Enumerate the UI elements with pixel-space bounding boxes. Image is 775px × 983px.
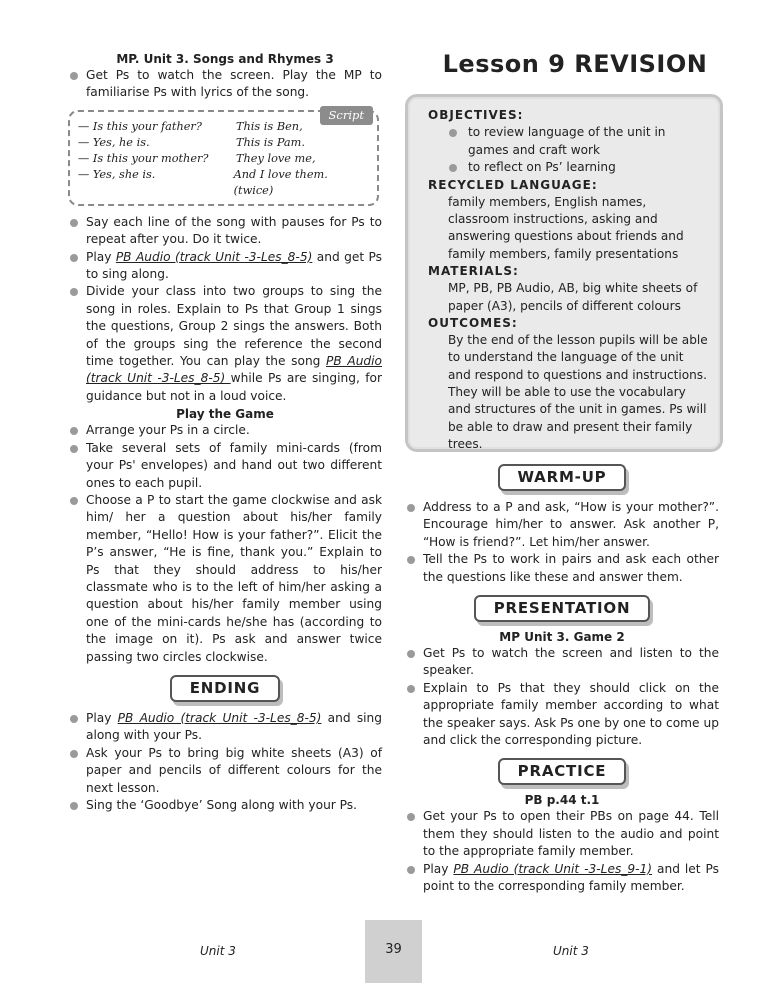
practice-heading: PRACTICE bbox=[405, 758, 719, 785]
materials-text: MP, PB, PB Audio, AB, big white sheets of paper (A3), pencils of different colours bbox=[448, 281, 698, 313]
list-item: Choose a P to start the game clockwise and ask him/ her a question about his/her family member, “Hello! How is your father?”. Elicit the P’s answer, “He is fine, thank you.” Explain to Ps that they should address to his/her classmate who is to the left of him/her asking a question about his/her family member using one of the mini-cards he/she has (according to the image on it). Ps ask and answer twice passing two circles clockwise. bbox=[68, 492, 382, 666]
ending-heading: ENDING bbox=[68, 675, 382, 702]
script-line: — Yes, he is. bbox=[78, 135, 150, 149]
right-column bbox=[405, 462, 719, 896]
presentation-steps bbox=[405, 645, 719, 749]
left-column bbox=[68, 50, 382, 814]
list-item: Get Ps to watch the screen and listen to the speaker. bbox=[405, 645, 719, 680]
audio-link[interactable]: PB Audio (track Unit -3-Les_9-1) bbox=[453, 861, 653, 876]
list-item: Sing the ‘Goodbye’ Song along with your Ps. bbox=[68, 797, 382, 814]
list-item: Explain to Ps that they should click on the appropriate family member according to what the speaker says. Ask Ps one by one to come up and click the corresponding picture. bbox=[405, 680, 719, 750]
objectives-box bbox=[405, 94, 723, 452]
game-steps bbox=[68, 422, 382, 666]
song-steps bbox=[68, 214, 382, 405]
game-heading: Play the Game bbox=[176, 407, 274, 422]
footer-unit-right: Unit 3 bbox=[553, 944, 589, 958]
script-line: This is Pam. bbox=[236, 135, 305, 149]
warmup-heading: WARM-UP bbox=[405, 464, 719, 491]
practice-sub: PB p.44 t.1 bbox=[524, 793, 600, 808]
outcomes-heading: OUTCOMES: bbox=[428, 315, 518, 330]
script-line: — Is this your father? bbox=[78, 119, 202, 133]
recycled-heading: RECYCLED LANGUAGE: bbox=[428, 177, 598, 192]
objectives-list bbox=[428, 124, 708, 176]
list-item: Play PB Audio (track Unit -3-Les_8-5) and sing along with your Ps. bbox=[68, 710, 382, 745]
song-heading: MP. Unit 3. Songs and Rhymes 3 bbox=[116, 52, 334, 66]
script-line: — Yes, she is. bbox=[78, 167, 156, 181]
list-item: Play PB Audio (track Unit -3-Les_9-1) and let Ps point to the corresponding family member. bbox=[405, 861, 719, 896]
list-item: Get your Ps to open their PBs on page 44. Tell them they should listen to the audio and point to the appropriate family member. bbox=[405, 808, 719, 860]
recycled-text: family members, English names, classroom instructions, asking and answering questions about friends and family members, family presentations bbox=[448, 194, 684, 261]
materials-heading: MATERIALS: bbox=[428, 264, 519, 278]
script-line: They love me, bbox=[236, 151, 316, 165]
warmup-steps bbox=[405, 499, 719, 586]
lesson-title: Lesson 9 REVISION bbox=[442, 50, 708, 78]
audio-link[interactable]: PB Audio (track Unit -3-Les_8-5) bbox=[117, 710, 322, 725]
outcomes-text: By the end of the lesson pupils will be able to understand the language of the unit and respond to questions and instructions. They will be able to use the vocabulary and structures of the unit in games. Ps will be able to draw and present their family trees. bbox=[448, 333, 708, 451]
page-footer bbox=[0, 920, 775, 983]
presentation-heading: PRESENTATION bbox=[405, 595, 719, 622]
list-item: Say each line of the song with pauses for Ps to repeat after you. Do it twice. bbox=[68, 214, 382, 249]
presentation-sub: MP Unit 3. Game 2 bbox=[499, 630, 625, 645]
list-item: to reflect on Ps’ learning bbox=[428, 159, 708, 176]
list-item: to review language of the unit in games and craft work bbox=[428, 124, 708, 159]
practice-steps bbox=[405, 808, 719, 895]
intro-list bbox=[68, 67, 382, 102]
list-item: Take several sets of family mini-cards (from your Ps' envelopes) and hand out two different ones to each pupil. bbox=[68, 440, 382, 492]
list-item: Arrange your Ps in a circle. bbox=[68, 422, 382, 439]
list-item: Play PB Audio (track Unit -3-Les_8-5) and get Ps to sing along. bbox=[68, 249, 382, 284]
script-row bbox=[78, 167, 369, 199]
page-number: 39 bbox=[365, 920, 422, 983]
script-tag: Script bbox=[320, 106, 373, 125]
list-item: Tell the Ps to work in pairs and ask each other the questions like these and answer them. bbox=[405, 551, 719, 586]
list-item: Address to a P and ask, “How is your mother?”. Encourage him/her to answer. Ask another P, “How is friend?”. Let him/her answer. bbox=[405, 499, 719, 551]
list-item: Divide your class into two groups to sing the song in roles. Explain to Ps that Group 1 sings the questions, Group 2 sings the answers. Both of the groups sing the reference the second time together. You can play the song PB Audio (track Unit -3-Les_8-5) while Ps are singing, for guidance but not in a loud voice. bbox=[68, 283, 382, 405]
objectives-heading: OBJECTIVES: bbox=[428, 108, 524, 122]
list-item: Ask your Ps to bring big white sheets (A3) of paper and pencils of different colours for the next lesson. bbox=[68, 745, 382, 797]
script-row bbox=[78, 151, 369, 167]
footer-unit-left: Unit 3 bbox=[200, 944, 236, 958]
script-line: — Is this your mother? bbox=[78, 151, 209, 165]
script-row bbox=[78, 135, 369, 151]
audio-link[interactable]: PB Audio (track Unit -3-Les_8-5) bbox=[115, 249, 313, 264]
audio-link[interactable]: PB Audio (track Unit -3-Les_8-5) bbox=[86, 354, 382, 386]
list-item: Get Ps to watch the screen. Play the MP to familiarise Ps with lyrics of the song. bbox=[68, 67, 382, 102]
script-box bbox=[68, 107, 379, 206]
script-line: And I love them. (twice) bbox=[233, 167, 328, 197]
ending-steps bbox=[68, 710, 382, 814]
script-line: This is Ben, bbox=[236, 119, 303, 133]
